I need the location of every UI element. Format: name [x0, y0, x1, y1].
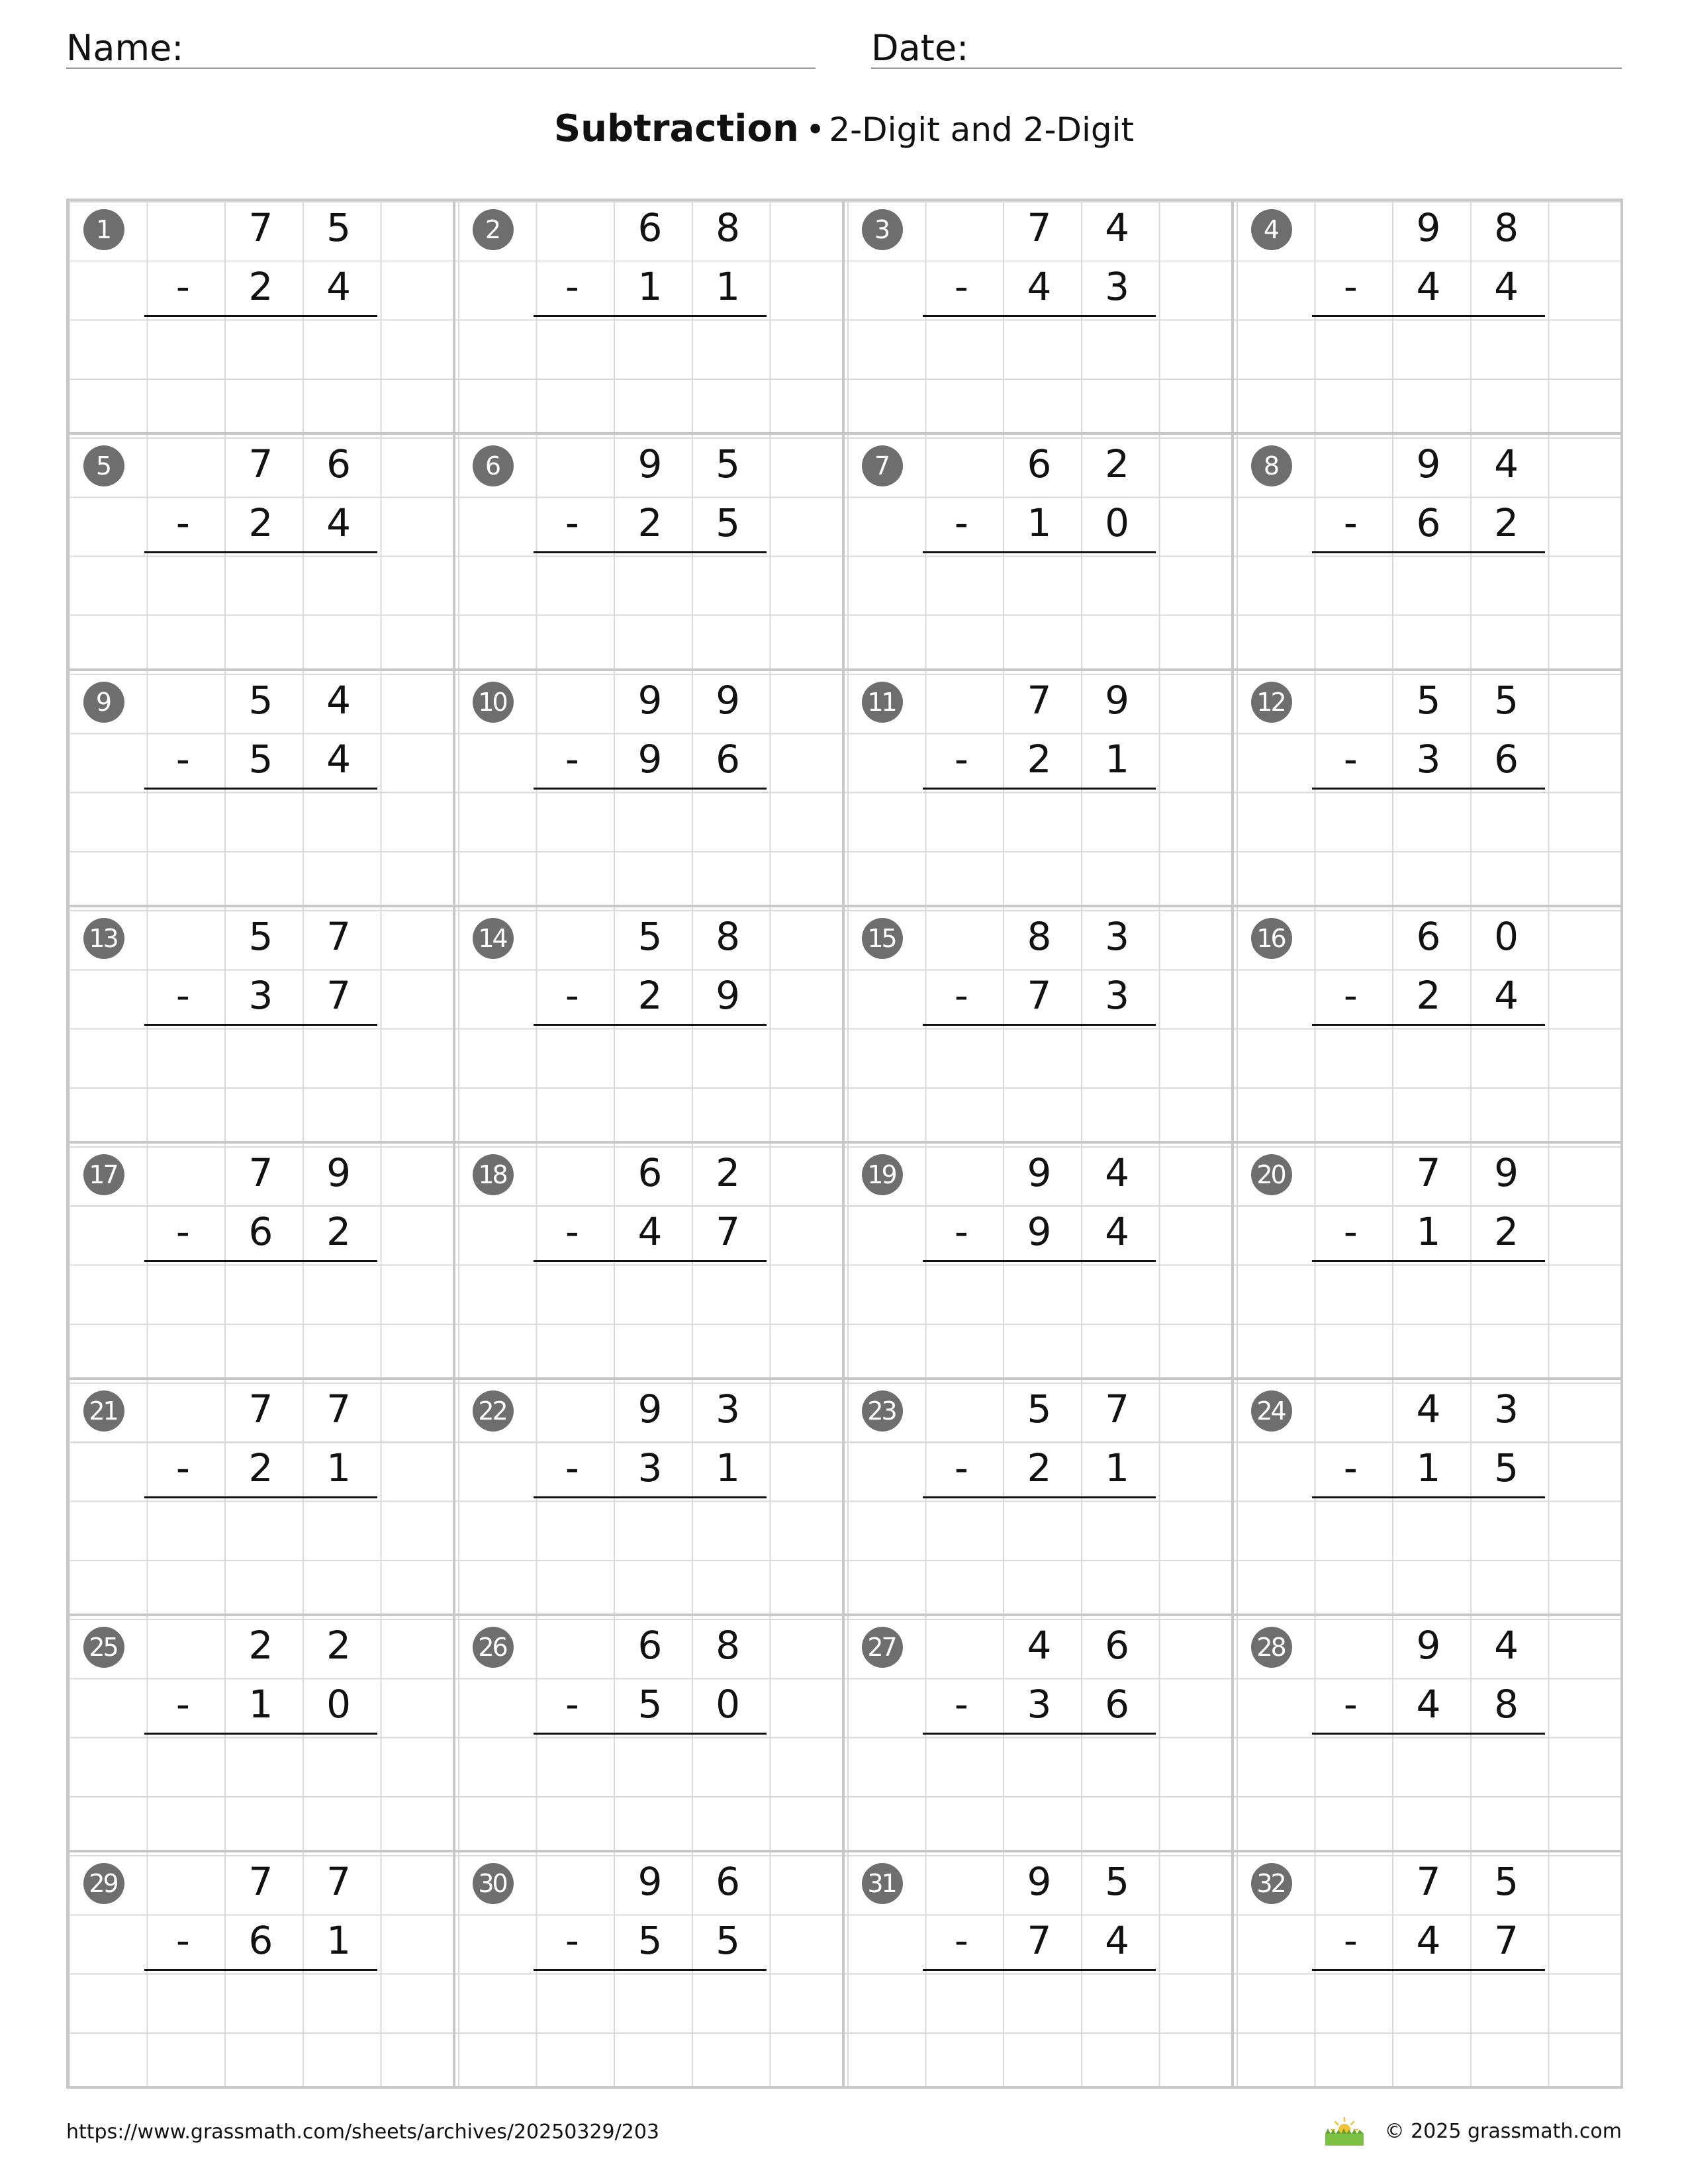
minus-sign: -: [954, 264, 968, 310]
subtrahend-tens-digit: 1: [637, 264, 663, 310]
minuend-ones-digit: 6: [716, 1859, 741, 1904]
minuend-ones-digit: 0: [1494, 914, 1519, 959]
subtrahend-ones-digit: 2: [1494, 1209, 1519, 1255]
answer-line: [923, 315, 1156, 317]
subtrahend-ones-digit: 0: [1105, 500, 1130, 546]
problem-15: [845, 907, 1234, 1144]
minuend-ones-digit: 5: [1494, 1859, 1519, 1904]
minus-sign: -: [1343, 264, 1358, 310]
answer-line: [1312, 1733, 1546, 1735]
problem-19: [845, 1144, 1234, 1380]
minuend-tens-digit: 7: [1416, 1859, 1441, 1904]
minuend-tens-digit: 4: [1027, 1623, 1052, 1668]
problem-number-badge: 7: [862, 445, 903, 486]
minuend-tens-digit: 7: [1027, 678, 1052, 723]
minuend-ones-digit: 9: [326, 1150, 352, 1195]
minuend-tens-digit: 7: [248, 1387, 273, 1432]
date-field[interactable]: [871, 24, 1622, 69]
minuend-tens-digit: 6: [637, 1623, 663, 1668]
problem-29: [66, 1852, 455, 2089]
subtrahend-tens-digit: 2: [1027, 737, 1052, 782]
subtrahend-tens-digit: 6: [1416, 500, 1441, 546]
subtrahend-ones-digit: 6: [1105, 1682, 1130, 1727]
minuend-tens-digit: 9: [637, 1859, 663, 1904]
minuend-tens-digit: 7: [248, 441, 273, 486]
answer-line: [144, 1733, 378, 1735]
minus-sign: -: [954, 1445, 968, 1491]
copyright-text: © 2025 grassmath.com: [1384, 2119, 1622, 2143]
subtrahend-tens-digit: 6: [248, 1209, 273, 1255]
minus-sign: -: [954, 737, 968, 782]
problem-11: [845, 671, 1234, 907]
title-subtitle: 2-Digit and 2-Digit: [829, 111, 1135, 149]
minuend-tens-digit: 7: [248, 205, 273, 250]
problem-22: [455, 1380, 845, 1616]
problem-13: [66, 907, 455, 1144]
minus-sign: -: [175, 1918, 190, 1964]
minuend-tens-digit: 9: [637, 678, 663, 723]
minus-sign: -: [175, 1682, 190, 1727]
minus-sign: -: [565, 973, 579, 1019]
problem-number-badge: 27: [862, 1627, 903, 1668]
minuend-ones-digit: 8: [716, 914, 741, 959]
problem-28: [1234, 1616, 1623, 1852]
answer-line: [1312, 551, 1546, 553]
problem-9: [66, 671, 455, 907]
name-label: Name:: [66, 27, 184, 69]
subtrahend-tens-digit: 1: [1416, 1209, 1441, 1255]
answer-line: [1312, 788, 1546, 790]
subtrahend-tens-digit: 4: [1027, 264, 1052, 310]
minuend-ones-digit: 5: [1494, 678, 1519, 723]
minus-sign: -: [1343, 1682, 1358, 1727]
problem-18: [455, 1144, 845, 1380]
problem-number-badge: 25: [83, 1627, 124, 1668]
minuend-ones-digit: 4: [1494, 441, 1519, 486]
title-bullet: •: [805, 111, 825, 149]
subtrahend-ones-digit: 9: [716, 973, 741, 1019]
subtrahend-tens-digit: 1: [1416, 1445, 1441, 1491]
problem-23: [845, 1380, 1234, 1616]
problem-5: [66, 435, 455, 671]
problem-number-badge: 22: [473, 1390, 514, 1432]
minus-sign: -: [565, 1445, 579, 1491]
minuend-ones-digit: 9: [1105, 678, 1130, 723]
minuend-tens-digit: 5: [637, 914, 663, 959]
minuend-tens-digit: 5: [1416, 678, 1441, 723]
subtrahend-tens-digit: 2: [248, 1445, 273, 1491]
subtrahend-ones-digit: 5: [1494, 1445, 1519, 1491]
subtrahend-tens-digit: 2: [637, 500, 663, 546]
minuend-ones-digit: 8: [716, 1623, 741, 1668]
subtrahend-ones-digit: 1: [326, 1918, 352, 1964]
subtrahend-tens-digit: 9: [1027, 1209, 1052, 1255]
problem-number-badge: 16: [1251, 918, 1292, 959]
minus-sign: -: [175, 973, 190, 1019]
minuend-ones-digit: 3: [1494, 1387, 1519, 1432]
problem-12: [1234, 671, 1623, 907]
subtrahend-tens-digit: 1: [1027, 500, 1052, 546]
subtrahend-tens-digit: 5: [637, 1682, 663, 1727]
subtrahend-ones-digit: 4: [326, 737, 352, 782]
problem-21: [66, 1380, 455, 1616]
title-main: Subtraction: [553, 107, 799, 150]
minuend-tens-digit: 6: [637, 205, 663, 250]
problem-number-badge: 3: [862, 209, 903, 250]
answer-line: [534, 551, 767, 553]
minuend-tens-digit: 6: [637, 1150, 663, 1195]
minuend-ones-digit: 5: [1105, 1859, 1130, 1904]
problem-6: [455, 435, 845, 671]
problem-number-badge: 20: [1251, 1154, 1292, 1195]
answer-line: [144, 788, 378, 790]
minuend-ones-digit: 4: [326, 678, 352, 723]
problem-2: [455, 199, 845, 435]
subtrahend-ones-digit: 8: [1494, 1682, 1519, 1727]
minuend-tens-digit: 2: [248, 1623, 273, 1668]
answer-line: [144, 1024, 378, 1026]
subtrahend-ones-digit: 2: [326, 1209, 352, 1255]
answer-line: [1312, 1969, 1546, 1971]
subtrahend-ones-digit: 7: [716, 1209, 741, 1255]
problem-number-badge: 9: [83, 682, 124, 723]
answer-line: [923, 1260, 1156, 1262]
minuend-tens-digit: 8: [1027, 914, 1052, 959]
answer-line: [534, 788, 767, 790]
answer-line: [923, 1496, 1156, 1498]
minuend-ones-digit: 4: [1105, 1150, 1130, 1195]
subtrahend-ones-digit: 3: [1105, 973, 1130, 1019]
worksheet-title: [0, 106, 1688, 153]
problem-27: [845, 1616, 1234, 1852]
minuend-tens-digit: 7: [1027, 205, 1052, 250]
footer-url: https://www.grassmath.com/sheets/archives/20250329/203: [66, 2120, 660, 2144]
minuend-ones-digit: 7: [326, 914, 352, 959]
answer-line: [144, 315, 378, 317]
minus-sign: -: [954, 1209, 968, 1255]
subtrahend-tens-digit: 1: [248, 1682, 273, 1727]
problem-32: [1234, 1852, 1623, 2089]
subtrahend-ones-digit: 4: [1105, 1209, 1130, 1255]
problem-number-badge: 32: [1251, 1863, 1292, 1904]
subtrahend-tens-digit: 7: [1027, 973, 1052, 1019]
problem-10: [455, 671, 845, 907]
minuend-ones-digit: 2: [716, 1150, 741, 1195]
problem-31: [845, 1852, 1234, 2089]
minus-sign: -: [1343, 500, 1358, 546]
subtrahend-tens-digit: 3: [1027, 1682, 1052, 1727]
subtrahend-tens-digit: 2: [637, 973, 663, 1019]
problem-number-badge: 19: [862, 1154, 903, 1195]
minus-sign: -: [175, 500, 190, 546]
problem-3: [845, 199, 1234, 435]
subtrahend-tens-digit: 2: [248, 500, 273, 546]
answer-line: [534, 1496, 767, 1498]
answer-line: [534, 1733, 767, 1735]
subtrahend-ones-digit: 1: [716, 1445, 741, 1491]
problem-number-badge: 23: [862, 1390, 903, 1432]
answer-line: [923, 788, 1156, 790]
minus-sign: -: [1343, 1445, 1358, 1491]
minus-sign: -: [565, 1209, 579, 1255]
minuend-ones-digit: 4: [1105, 205, 1130, 250]
subtrahend-tens-digit: 4: [1416, 264, 1441, 310]
problem-grid: [66, 199, 1623, 2089]
problem-number-badge: 26: [473, 1627, 514, 1668]
subtrahend-tens-digit: 2: [248, 264, 273, 310]
minuend-tens-digit: 5: [248, 914, 273, 959]
minuend-tens-digit: 5: [1027, 1387, 1052, 1432]
subtrahend-ones-digit: 6: [716, 737, 741, 782]
problem-number-badge: 18: [473, 1154, 514, 1195]
minus-sign: -: [1343, 1209, 1358, 1255]
minuend-tens-digit: 9: [637, 441, 663, 486]
subtrahend-tens-digit: 3: [248, 973, 273, 1019]
minuend-tens-digit: 9: [1027, 1150, 1052, 1195]
minuend-ones-digit: 9: [1494, 1150, 1519, 1195]
minuend-ones-digit: 3: [1105, 914, 1130, 959]
name-field[interactable]: [66, 24, 816, 69]
problem-20: [1234, 1144, 1623, 1380]
minuend-tens-digit: 5: [248, 678, 273, 723]
problem-16: [1234, 907, 1623, 1144]
problem-number-badge: 6: [473, 445, 514, 486]
name-line: [66, 68, 816, 69]
minus-sign: -: [175, 737, 190, 782]
minuend-ones-digit: 2: [326, 1623, 352, 1668]
problem-number-badge: 14: [473, 918, 514, 959]
subtrahend-tens-digit: 2: [1027, 1445, 1052, 1491]
minus-sign: -: [175, 1445, 190, 1491]
minuend-tens-digit: 6: [1416, 914, 1441, 959]
subtrahend-ones-digit: 4: [1494, 973, 1519, 1019]
subtrahend-ones-digit: 2: [1494, 500, 1519, 546]
answer-line: [923, 1969, 1156, 1971]
problem-number-badge: 17: [83, 1154, 124, 1195]
subtrahend-ones-digit: 4: [326, 500, 352, 546]
subtrahend-tens-digit: 7: [1027, 1918, 1052, 1964]
answer-line: [923, 551, 1156, 553]
subtrahend-ones-digit: 1: [716, 264, 741, 310]
minus-sign: -: [565, 264, 579, 310]
minuend-ones-digit: 8: [1494, 205, 1519, 250]
minus-sign: -: [565, 737, 579, 782]
date-label: Date:: [871, 27, 969, 69]
subtrahend-tens-digit: 3: [637, 1445, 663, 1491]
subtrahend-ones-digit: 4: [326, 264, 352, 310]
minuend-ones-digit: 7: [1105, 1387, 1130, 1432]
subtrahend-ones-digit: 4: [1494, 264, 1519, 310]
problem-number-badge: 21: [83, 1390, 124, 1432]
problem-number-badge: 24: [1251, 1390, 1292, 1432]
grass-sun-logo-icon: [1321, 2115, 1368, 2147]
problem-number-badge: 11: [862, 682, 903, 723]
answer-line: [1312, 1496, 1546, 1498]
problem-1: [66, 199, 455, 435]
problem-number-badge: 4: [1251, 209, 1292, 250]
subtrahend-ones-digit: 5: [716, 500, 741, 546]
answer-line: [534, 315, 767, 317]
subtrahend-ones-digit: 1: [1105, 1445, 1130, 1491]
minuend-ones-digit: 7: [326, 1387, 352, 1432]
minus-sign: -: [175, 1209, 190, 1255]
minus-sign: -: [954, 1918, 968, 1964]
minuend-ones-digit: 5: [326, 205, 352, 250]
date-line: [871, 68, 1622, 69]
subtrahend-tens-digit: 5: [248, 737, 273, 782]
subtrahend-ones-digit: 7: [1494, 1918, 1519, 1964]
minuend-ones-digit: 7: [326, 1859, 352, 1904]
problem-number-badge: 2: [473, 209, 514, 250]
subtrahend-ones-digit: 4: [1105, 1918, 1130, 1964]
problem-8: [1234, 435, 1623, 671]
problem-number-badge: 1: [83, 209, 124, 250]
minuend-tens-digit: 9: [1416, 1623, 1441, 1668]
minuend-tens-digit: 4: [1416, 1387, 1441, 1432]
minuend-ones-digit: 2: [1105, 441, 1130, 486]
minuend-ones-digit: 9: [716, 678, 741, 723]
subtrahend-tens-digit: 4: [1416, 1918, 1441, 1964]
subtrahend-tens-digit: 4: [1416, 1682, 1441, 1727]
subtrahend-ones-digit: 3: [1105, 264, 1130, 310]
subtrahend-ones-digit: 6: [1494, 737, 1519, 782]
problem-30: [455, 1852, 845, 2089]
subtrahend-ones-digit: 0: [326, 1682, 352, 1727]
subtrahend-ones-digit: 0: [716, 1682, 741, 1727]
minus-sign: -: [565, 1682, 579, 1727]
problem-number-badge: 30: [473, 1863, 514, 1904]
minus-sign: -: [175, 264, 190, 310]
minus-sign: -: [954, 973, 968, 1019]
answer-line: [1312, 315, 1546, 317]
problem-24: [1234, 1380, 1623, 1616]
problem-number-badge: 12: [1251, 682, 1292, 723]
problem-25: [66, 1616, 455, 1852]
answer-line: [144, 551, 378, 553]
minuend-tens-digit: 9: [1416, 205, 1441, 250]
answer-line: [144, 1260, 378, 1262]
minuend-tens-digit: 9: [1416, 441, 1441, 486]
minuend-tens-digit: 7: [248, 1859, 273, 1904]
answer-line: [534, 1024, 767, 1026]
problem-14: [455, 907, 845, 1144]
subtrahend-tens-digit: 5: [637, 1918, 663, 1964]
minuend-tens-digit: 6: [1027, 441, 1052, 486]
minuend-ones-digit: 4: [1494, 1623, 1519, 1668]
problem-number-badge: 13: [83, 918, 124, 959]
subtrahend-ones-digit: 7: [326, 973, 352, 1019]
problem-number-badge: 10: [473, 682, 514, 723]
problem-number-badge: 8: [1251, 445, 1292, 486]
answer-line: [923, 1733, 1156, 1735]
problem-number-badge: 31: [862, 1863, 903, 1904]
problem-number-badge: 29: [83, 1863, 124, 1904]
answer-line: [1312, 1024, 1546, 1026]
minus-sign: -: [565, 1918, 579, 1964]
problem-7: [845, 435, 1234, 671]
minuend-ones-digit: 3: [716, 1387, 741, 1432]
answer-line: [1312, 1260, 1546, 1262]
problem-17: [66, 1144, 455, 1380]
answer-line: [534, 1260, 767, 1262]
minuend-tens-digit: 7: [248, 1150, 273, 1195]
answer-line: [144, 1969, 378, 1971]
problem-4: [1234, 199, 1623, 435]
minus-sign: -: [565, 500, 579, 546]
minus-sign: -: [1343, 737, 1358, 782]
minus-sign: -: [954, 500, 968, 546]
minus-sign: -: [954, 1682, 968, 1727]
answer-line: [144, 1496, 378, 1498]
minuend-tens-digit: 9: [637, 1387, 663, 1432]
minuend-tens-digit: 9: [1027, 1859, 1052, 1904]
subtrahend-ones-digit: 1: [326, 1445, 352, 1491]
problem-number-badge: 5: [83, 445, 124, 486]
minus-sign: -: [1343, 973, 1358, 1019]
problem-number-badge: 28: [1251, 1627, 1292, 1668]
answer-line: [534, 1969, 767, 1971]
problem-26: [455, 1616, 845, 1852]
subtrahend-tens-digit: 3: [1416, 737, 1441, 782]
minuend-ones-digit: 6: [326, 441, 352, 486]
minus-sign: -: [1343, 1918, 1358, 1964]
minuend-ones-digit: 6: [1105, 1623, 1130, 1668]
subtrahend-ones-digit: 5: [716, 1918, 741, 1964]
subtrahend-tens-digit: 6: [248, 1918, 273, 1964]
minuend-ones-digit: 5: [716, 441, 741, 486]
problem-number-badge: 15: [862, 918, 903, 959]
subtrahend-ones-digit: 1: [1105, 737, 1130, 782]
subtrahend-tens-digit: 2: [1416, 973, 1441, 1019]
minuend-ones-digit: 8: [716, 205, 741, 250]
subtrahend-tens-digit: 4: [637, 1209, 663, 1255]
footer-brand: [1321, 2115, 1622, 2147]
answer-line: [923, 1024, 1156, 1026]
subtrahend-tens-digit: 9: [637, 737, 663, 782]
minuend-tens-digit: 7: [1416, 1150, 1441, 1195]
